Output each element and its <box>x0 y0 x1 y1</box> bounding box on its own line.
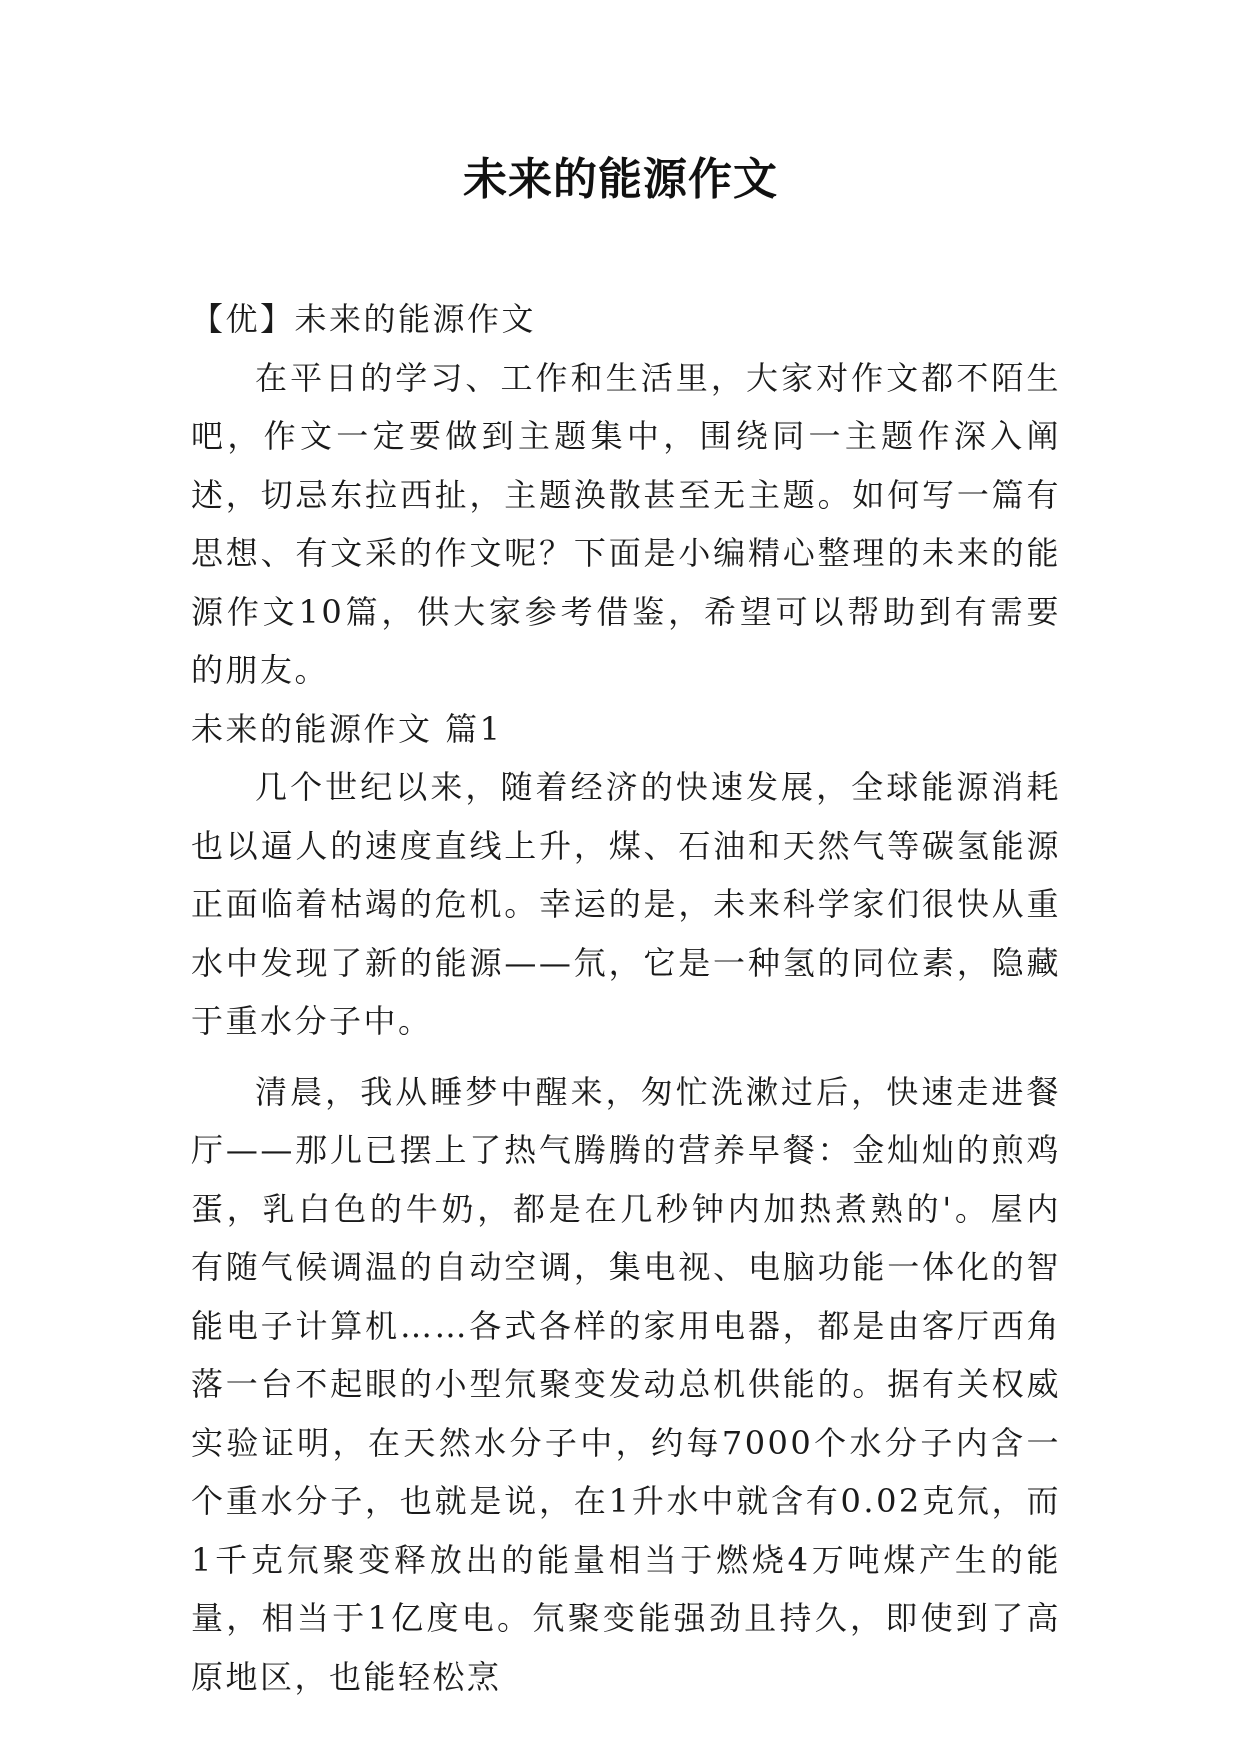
body-paragraph-2: 清晨，我从睡梦中醒来，匆忙洗漱过后，快速走进餐厅——那儿已摆上了热气腾腾的营养早餐：金灿灿的煎鸡蛋，乳白色的牛奶，都是在几秒钟内加热煮熟的'。屋内有随气候调温的自动空调，集电视、电脑功能一体化的智能电子计算机……各式各样的家用电器，都是由客厅西角落一台不起眼的小型氘聚变发动总机供能的。据有关权威实验证明，在天然水分子中，约每7000个水分子内含一个重水分子，也就是说，在1升水中就含有0.02克氘，而1千克氘聚变释放出的能量相当于燃烧4万吨煤产生的能量，相当于1亿度电。氘聚变能强劲且持久，即使到了高原地区，也能轻松烹 <box>191 1072 1061 1696</box>
intro-paragraph: 在平日的学习、工作和生活里，大家对作文都不陌生吧，作文一定要做到主题集中，围绕同一主题作深入阐述，切忌东拉西扯，主题涣散甚至无主题。如何写一篇有思想、有文采的作文呢？下面是小编精心整理的未来的能源作文10篇，供大家参考借鉴，希望可以帮助到有需要的朋友。 <box>191 358 1061 689</box>
document-title: 未来的能源作文 <box>463 154 778 205</box>
subtitle-line: 【优】未来的能源作文 <box>191 300 537 338</box>
section-heading: 未来的能源作文 篇1 <box>191 709 503 748</box>
body-paragraph-1: 几个世纪以来，随着经济的快速发展，全球能源消耗也以逼人的速度直线上升，煤、石油和天然气等碳氢能源正面临着枯竭的危机。幸运的是，未来科学家们很快从重水中发现了新的能源——氘，它是一种氢的同位素，隐藏于重水分子中。 <box>191 768 1061 1040</box>
document-body <box>191 290 1061 1706</box>
